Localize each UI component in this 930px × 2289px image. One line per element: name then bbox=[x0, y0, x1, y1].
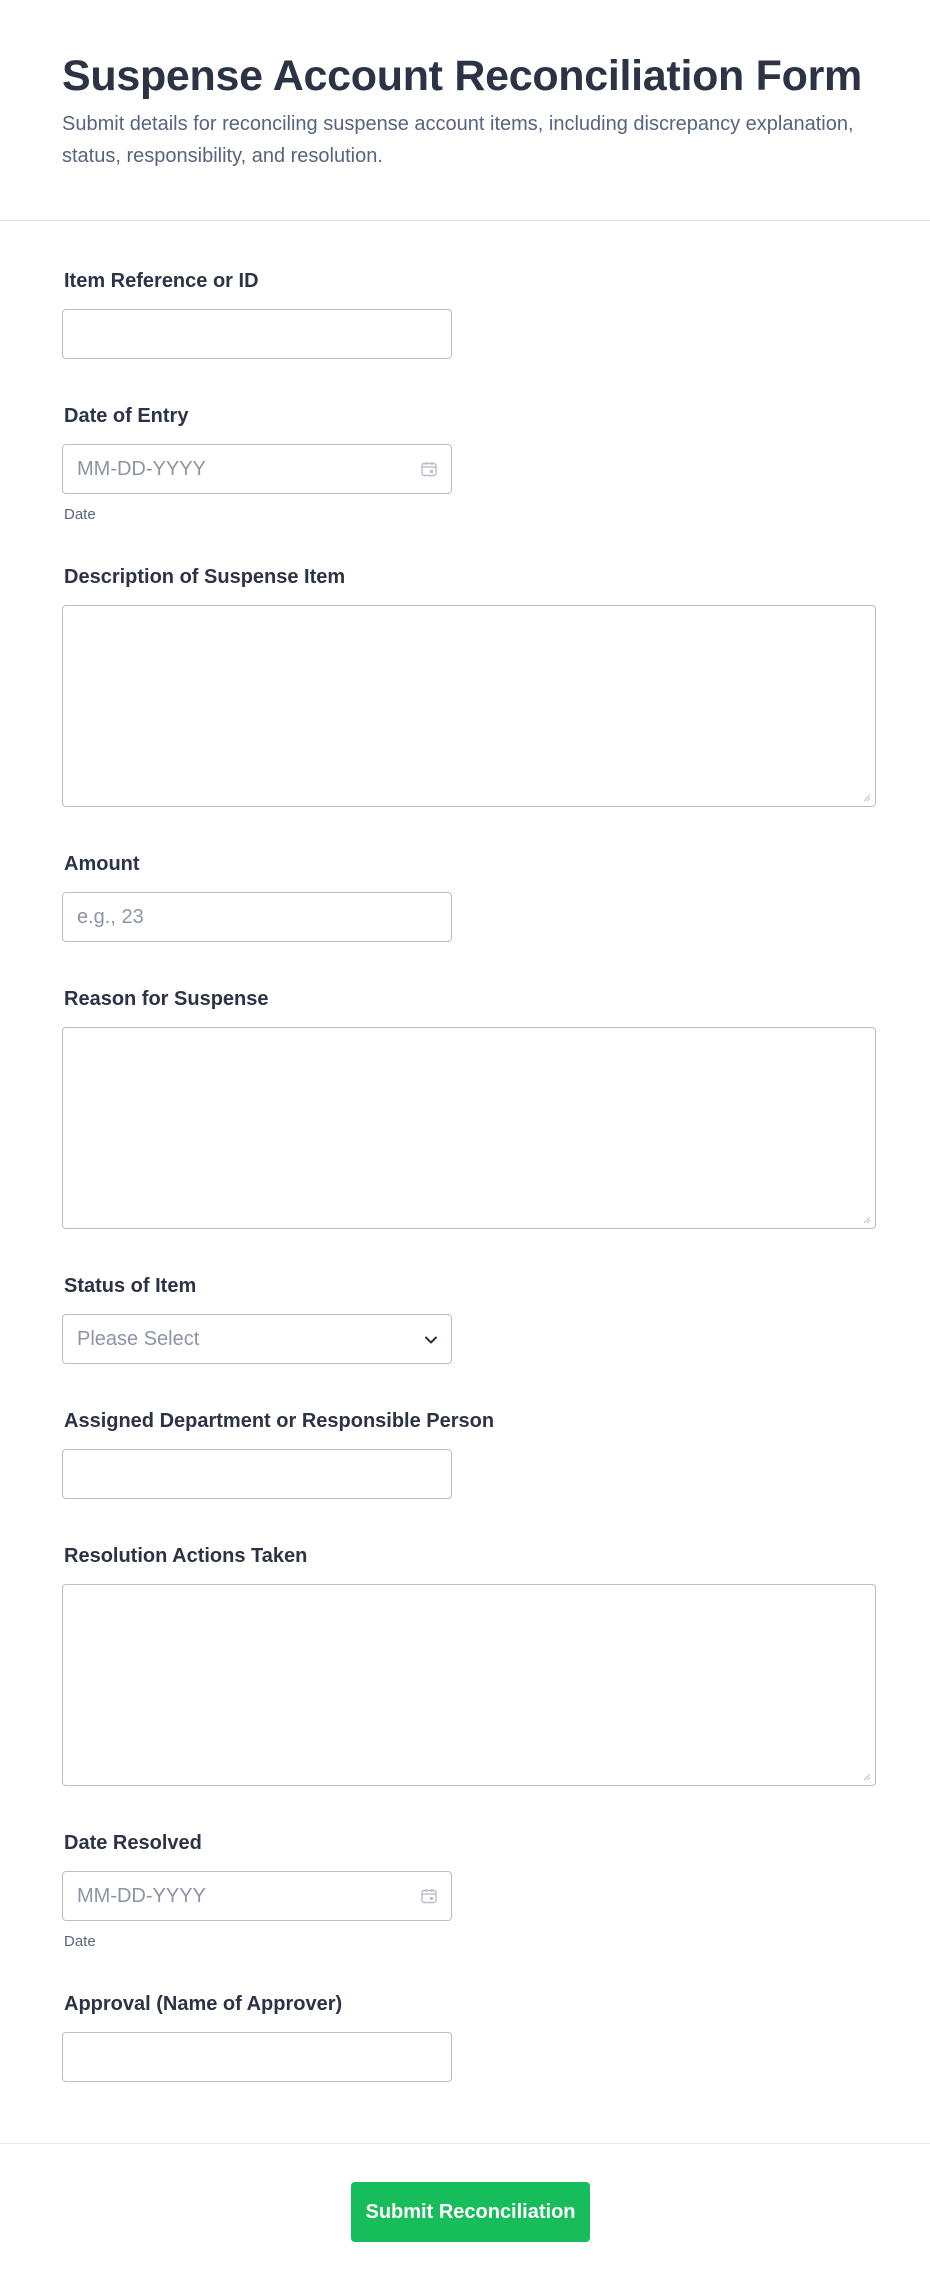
resolution-label: Resolution Actions Taken bbox=[64, 1545, 308, 1567]
calendar-icon[interactable] bbox=[420, 1887, 438, 1905]
amount-field bbox=[62, 852, 868, 942]
status-label: Status of Item bbox=[64, 1275, 197, 1297]
resize-grip-icon[interactable] bbox=[861, 792, 871, 802]
date-resolved-input[interactable] bbox=[77, 1885, 437, 1908]
date-of-entry-field bbox=[62, 404, 868, 523]
amount-input[interactable] bbox=[77, 906, 437, 929]
status-select[interactable] bbox=[62, 1314, 452, 1364]
form-title: Suspense Account Reconciliation Form bbox=[62, 52, 862, 100]
item-reference-input[interactable] bbox=[77, 323, 437, 346]
assigned-input-box[interactable] bbox=[62, 1449, 452, 1499]
chevron-down-icon[interactable] bbox=[423, 1332, 439, 1348]
item-reference-input-box[interactable] bbox=[62, 309, 452, 359]
resolution-textarea[interactable] bbox=[62, 1584, 876, 1786]
assigned-field bbox=[62, 1409, 868, 1499]
resize-grip-icon[interactable] bbox=[861, 1214, 871, 1224]
status-selected-value: Please Select bbox=[77, 1327, 200, 1350]
form-subtitle: Submit details for reconciling suspense account items, including discrepancy explanation, status, responsibility, and resolution. bbox=[62, 113, 854, 167]
submit-button[interactable]: Submit Reconciliation bbox=[351, 2182, 590, 2242]
amount-input-box[interactable] bbox=[62, 892, 452, 942]
approval-input-box[interactable] bbox=[62, 2032, 452, 2082]
reason-textarea[interactable] bbox=[62, 1027, 876, 1229]
date-resolved-label: Date Resolved bbox=[64, 1832, 202, 1854]
calendar-icon[interactable] bbox=[420, 460, 438, 478]
form-header bbox=[0, 0, 930, 221]
amount-label: Amount bbox=[64, 853, 140, 875]
item-reference-field bbox=[62, 269, 868, 359]
item-reference-label: Item Reference or ID bbox=[64, 270, 259, 292]
description-textarea[interactable] bbox=[62, 605, 876, 807]
reason-label: Reason for Suspense bbox=[64, 988, 269, 1010]
assigned-input[interactable] bbox=[77, 1463, 437, 1486]
form-footer bbox=[0, 2143, 930, 2289]
date-resolved-sublabel: Date bbox=[64, 1933, 96, 1950]
approval-field bbox=[62, 1992, 868, 2082]
description-field bbox=[62, 565, 868, 807]
approval-label: Approval (Name of Approver) bbox=[64, 1993, 343, 2015]
reason-field bbox=[62, 987, 868, 1229]
date-of-entry-input[interactable] bbox=[77, 458, 437, 481]
description-label: Description of Suspense Item bbox=[64, 566, 346, 588]
status-field bbox=[62, 1274, 868, 1364]
resolution-field bbox=[62, 1544, 868, 1786]
form-body bbox=[0, 269, 930, 2082]
assigned-label: Assigned Department or Responsible Person bbox=[64, 1410, 495, 1432]
date-of-entry-label: Date of Entry bbox=[64, 405, 189, 427]
date-of-entry-sublabel: Date bbox=[64, 506, 96, 523]
date-resolved-field bbox=[62, 1831, 868, 1950]
approval-input[interactable] bbox=[77, 2046, 437, 2069]
date-of-entry-input-box[interactable] bbox=[62, 444, 452, 494]
date-resolved-input-box[interactable] bbox=[62, 1871, 452, 1921]
resize-grip-icon[interactable] bbox=[861, 1771, 871, 1781]
